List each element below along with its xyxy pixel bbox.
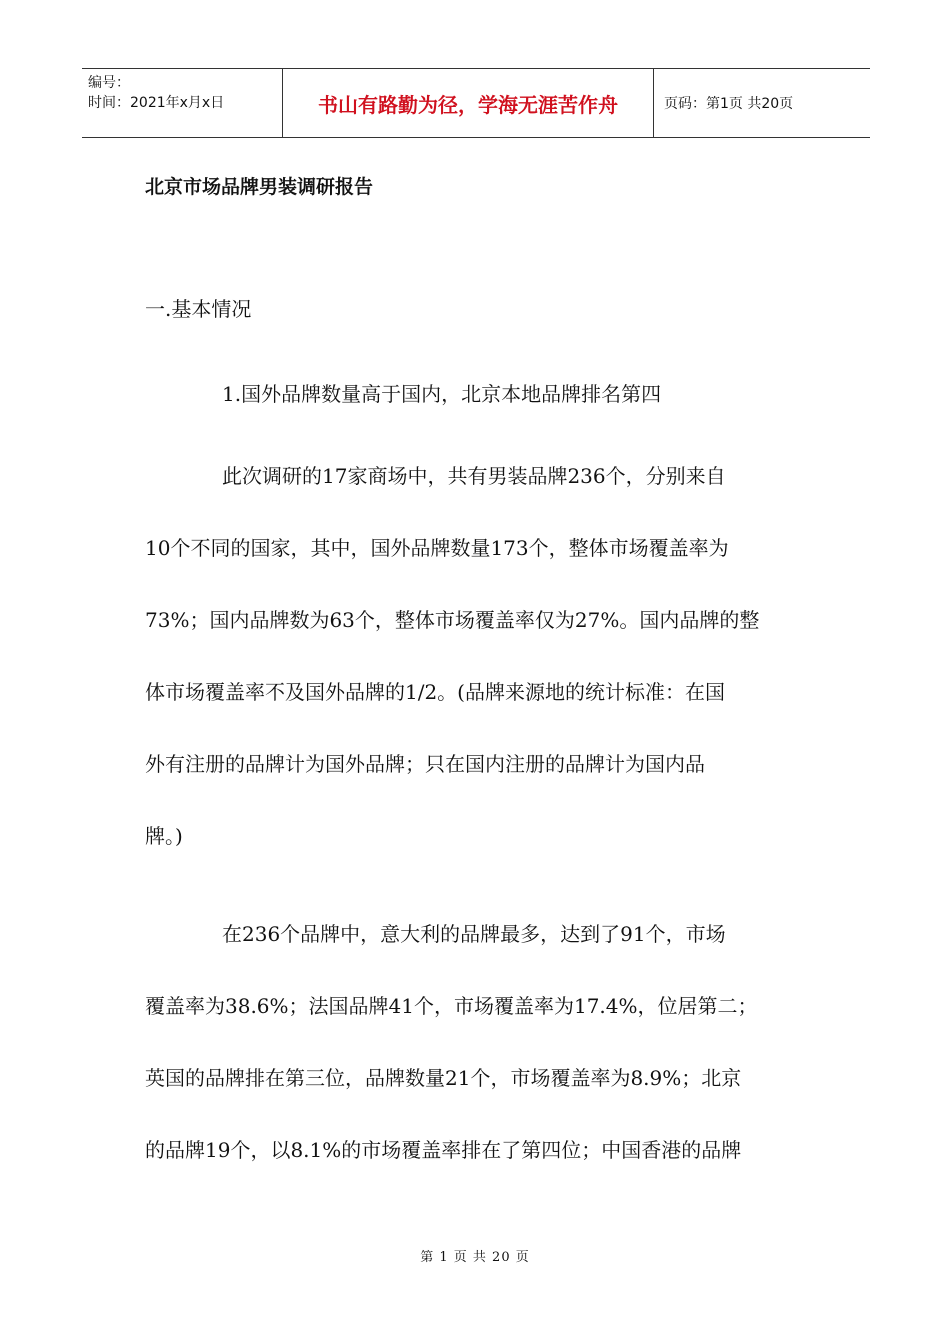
paragraph-line: 外有注册的品牌计为国外品牌；只在国内注册的品牌计为国内品 — [145, 752, 705, 776]
paragraph-line: 10个不同的国家，其中，国外品牌数量173个，整体市场覆盖率为 — [145, 536, 729, 560]
paragraph-line: 覆盖率为38.6%；法国品牌41个，市场覆盖率为17.4%，位居第二； — [145, 994, 758, 1018]
page-footer: 第 1 页 共 20 页 — [420, 1250, 530, 1265]
paragraph-2 — [145, 920, 810, 1208]
header-meta — [82, 69, 282, 137]
paragraph-line: 在236个品牌中，意大利的品牌最多，达到了91个，市场 — [222, 922, 726, 946]
paragraph-line: 此次调研的17家商场中，共有男装品牌236个，分别来自 — [222, 464, 726, 488]
subsection-heading: 1.国外品牌数量高于国内，北京本地品牌排名第四 — [222, 382, 662, 406]
document-number-label: 编号： — [88, 75, 130, 91]
paragraph-line: 体市场覆盖率不及国外品牌的1/2。(品牌来源地的统计标准：在国 — [145, 680, 725, 704]
paragraph-line: 73%；国内品牌数为63个，整体市场覆盖率仅为27%。国内品牌的整 — [145, 608, 760, 632]
page-header — [82, 68, 870, 138]
paragraph-line: 英国的品牌排在第三位，品牌数量21个，市场覆盖率为8.9%；北京 — [145, 1066, 742, 1090]
paragraph-1 — [145, 462, 810, 894]
header-motto: 书山有路勤为径，学海无涯苦作舟 — [282, 69, 654, 137]
header-page-info: 页码：第1页 共20页 — [664, 96, 794, 112]
paragraph-line: 牌。) — [145, 824, 183, 848]
paragraph-line: 的品牌19个，以8.1%的市场覆盖率排在了第四位；中国香港的品牌 — [145, 1138, 742, 1162]
document-time-label: 时间：2021年x月x日 — [88, 95, 225, 111]
document-title: 北京市场品牌男装调研报告 — [145, 176, 374, 198]
section-heading: 一.基本情况 — [145, 297, 252, 321]
